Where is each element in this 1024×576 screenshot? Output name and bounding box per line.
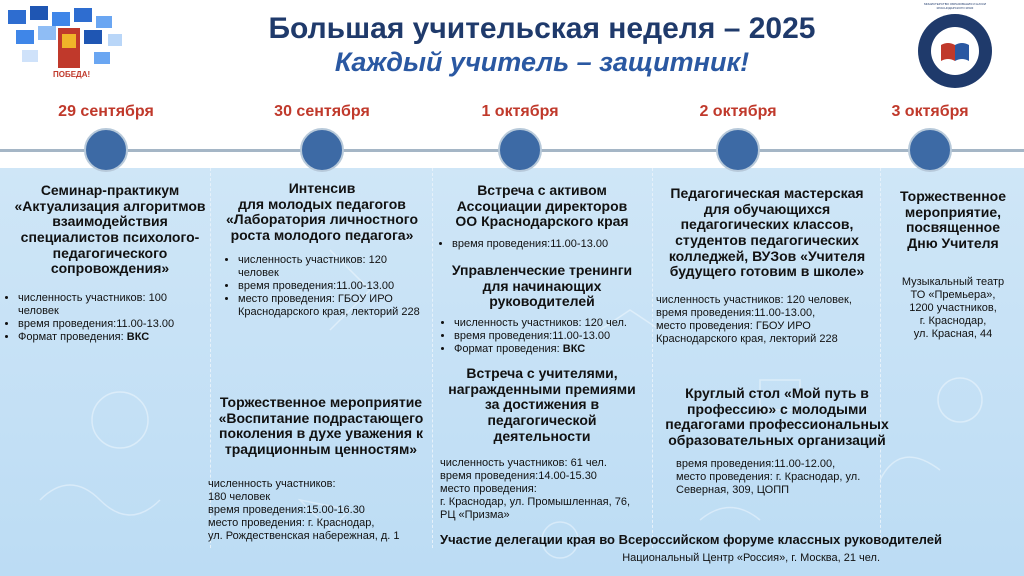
event-details-forum: Национальный Центр «Россия», г. Москва, 21 чел. xyxy=(622,552,880,564)
event-details-seminar: • численность участников: 100 человек • время проведения:11.00-13.00 • Формат проведения: ВКС xyxy=(6,292,218,344)
event-title-seminar: Семинар-практикум «Актуализация алгоритмов взаимодействия специалистов психолого- педагогического сопровождения» xyxy=(14,182,206,277)
event-title-workshop: Педагогическая мастерская для обучающихся педагогических классов, студентов педагогических колледжей, ВУЗов «Учителя будущего готовим в школе» xyxy=(668,185,866,280)
date-label-1: 29 сентября xyxy=(58,103,154,120)
event-title-teachers-day: Торжественное мероприятие, посвященное Дню Учителя xyxy=(899,188,1007,252)
event-title-directors: Встреча с активом Ассоциации директоров ОО Краснодарского края xyxy=(455,182,629,230)
event-details-directors: • время проведения:11.00-13.00 xyxy=(440,238,658,251)
event-details-awarded-teachers: численность участников: 61 чел. время проведения:14.00-15.30 место проведения: г. Краснодар, ул. Промышленная, 76, РЦ «Призма» xyxy=(440,457,631,521)
event-details-round-table: время проведения:11.00-12.00, место проведения: г. Краснодар, ул. Северная, 309, ЦОПП xyxy=(676,458,861,496)
date-label-2: 30 сентября xyxy=(274,103,370,120)
timeline-node-4 xyxy=(716,128,760,172)
page-title: Большая учительская неделя – 2025 xyxy=(268,12,816,45)
page-subtitle: Каждый учитель – защитник! xyxy=(334,47,750,77)
timeline-node-1 xyxy=(84,128,128,172)
event-title-intensive: Интенсив для молодых педагогов «Лаборатория личностного роста молодого педагога» xyxy=(225,180,419,244)
event-details-intensive: • численность участников: 120 человек • время проведения:11.00-13.00 • место проведения: ГБОУ ИРО Краснодарского края, лекторий 228 xyxy=(226,254,444,319)
timeline-node-5 xyxy=(908,128,952,172)
date-label-3: 1 октября xyxy=(481,103,559,120)
book-icon xyxy=(931,27,979,75)
date-label-4: 2 октября xyxy=(699,103,777,120)
event-title-trainings: Управленческие тренинги для начинающих руководителей xyxy=(451,262,633,310)
timeline-node-3 xyxy=(498,128,542,172)
column-separator xyxy=(432,168,433,548)
event-title-ceremony-youth: Торжественное мероприятие «Воспитание подрастающего поколения в духе уважения к традиционным ценностям» xyxy=(218,394,424,458)
event-details-ceremony-youth: численность участников: 180 человек время проведения:15.00-16.30 место проведения: г. Краснодар, ул. Рождественская набережная, д. 1 xyxy=(208,478,400,542)
event-title-forum: Участие делегации края во Всероссийском форуме классных руководителей xyxy=(440,532,942,547)
seal-inner xyxy=(931,27,979,75)
date-label-5: 3 октября xyxy=(891,103,969,120)
event-details-workshop: численность участников: 120 человек, время проведения:11.00-13.00, место проведения: ГБОУ ИРО Краснодарского края, лекторий 228 xyxy=(656,294,852,345)
event-details-teachers-day: Музыкальный театр ТО «Премьера», 1200 участников, г. Краснодар, ул. Красная, 44 xyxy=(901,276,1005,340)
timeline-node-2 xyxy=(300,128,344,172)
event-details-trainings: • численность участников: 120 чел. • время проведения:11.00-13.00 • Формат проведения: ВКС xyxy=(442,317,660,356)
event-title-awarded-teachers: Встреча с учителями, награжденными премиями за достижения в педагогической деятельности xyxy=(448,365,636,444)
seal-ring-text: МИНИСТЕРСТВО ОБРАЗОВАНИЯ И НАУКИ КРАСНОДАРСКОГО КРАЯ xyxy=(923,2,987,10)
event-title-round-table: Круглый стол «Мой путь в профессию» с молодыми педагогами профессиональных образовательных организаций xyxy=(665,385,889,449)
pobeda-label: ПОБЕДА! xyxy=(53,70,91,79)
